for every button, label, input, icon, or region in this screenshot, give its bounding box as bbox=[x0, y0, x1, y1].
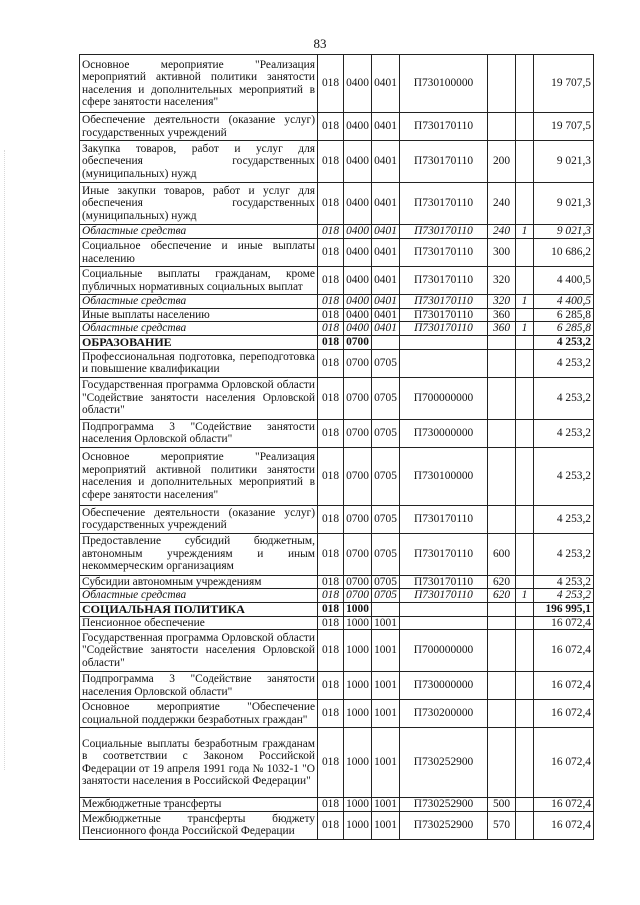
row-name-cell: Пенсионное обеспечение bbox=[80, 616, 318, 630]
amount-cell: 4 253,2 bbox=[534, 575, 594, 589]
subsection-code-cell bbox=[372, 602, 400, 616]
target-article-cell: П730100000 bbox=[400, 55, 488, 113]
subsection-code-cell: 0705 bbox=[372, 505, 400, 533]
expense-type-cell bbox=[488, 505, 516, 533]
target-article-cell: П730170110 bbox=[400, 267, 488, 295]
row-name-cell: Профессиональная подготовка, переподготовка и повышение квалификации bbox=[80, 349, 318, 377]
section-code-cell: 0700 bbox=[344, 533, 372, 575]
table-row bbox=[80, 335, 594, 349]
ved-code-cell: 018 bbox=[318, 700, 344, 728]
amount-cell: 4 253,2 bbox=[534, 335, 594, 349]
row-name-cell: Государственная программа Орловской области "Содействие занятости населения Орловской области" bbox=[80, 630, 318, 672]
ved-code-cell: 018 bbox=[318, 575, 344, 589]
row-name-cell: Обеспечение деятельности (оказание услуг) государственных учреждений bbox=[80, 113, 318, 141]
target-article-cell bbox=[400, 335, 488, 349]
amount-cell: 16 072,4 bbox=[534, 811, 594, 839]
row-name-cell: Основное мероприятие "Обеспечение социальной поддержки безработных граждан" bbox=[80, 700, 318, 728]
table-row bbox=[80, 267, 594, 295]
section-code-cell: 1000 bbox=[344, 602, 372, 616]
subsection-code-cell: 0401 bbox=[372, 141, 400, 183]
ved-code-cell: 018 bbox=[318, 183, 344, 225]
funding-source-cell bbox=[516, 630, 534, 672]
funding-source-cell bbox=[516, 141, 534, 183]
expense-type-cell: 320 bbox=[488, 267, 516, 295]
target-article-cell bbox=[400, 349, 488, 377]
subsection-code-cell: 0401 bbox=[372, 308, 400, 322]
funding-source-cell bbox=[516, 183, 534, 225]
amount-cell: 6 285,8 bbox=[534, 322, 594, 336]
table-row bbox=[80, 672, 594, 700]
table-row bbox=[80, 533, 594, 575]
funding-source-cell bbox=[516, 377, 534, 419]
section-code-cell: 1000 bbox=[344, 811, 372, 839]
expense-type-cell bbox=[488, 728, 516, 798]
target-article-cell: П730000000 bbox=[400, 419, 488, 447]
subsection-code-cell: 1001 bbox=[372, 811, 400, 839]
amount-cell: 10 686,2 bbox=[534, 239, 594, 267]
section-code-cell: 1000 bbox=[344, 798, 372, 812]
ved-code-cell: 018 bbox=[318, 308, 344, 322]
expense-type-cell: 620 bbox=[488, 589, 516, 603]
amount-cell: 19 707,5 bbox=[534, 55, 594, 113]
subsection-code-cell: 0401 bbox=[372, 295, 400, 309]
subsection-code-cell: 0705 bbox=[372, 589, 400, 603]
ved-code-cell: 018 bbox=[318, 419, 344, 447]
table-row bbox=[80, 141, 594, 183]
expense-type-cell: 240 bbox=[488, 225, 516, 239]
funding-source-cell bbox=[516, 728, 534, 798]
expense-type-cell bbox=[488, 447, 516, 505]
ved-code-cell: 018 bbox=[318, 225, 344, 239]
ved-code-cell: 018 bbox=[318, 630, 344, 672]
subsection-code-cell: 1001 bbox=[372, 700, 400, 728]
subsection-code-cell: 0401 bbox=[372, 322, 400, 336]
row-name-cell: Областные средства bbox=[80, 322, 318, 336]
expense-type-cell bbox=[488, 419, 516, 447]
section-code-cell: 0400 bbox=[344, 141, 372, 183]
target-article-cell: П730170110 bbox=[400, 239, 488, 267]
row-name-cell: Социальные выплаты гражданам, кроме публичных нормативных социальных выплат bbox=[80, 267, 318, 295]
subsection-code-cell: 0705 bbox=[372, 533, 400, 575]
section-code-cell: 0700 bbox=[344, 575, 372, 589]
funding-source-cell: 1 bbox=[516, 295, 534, 309]
row-name-cell: Закупка товаров, работ и услуг для обеспечения государственных (муниципальных) нужд bbox=[80, 141, 318, 183]
ved-code-cell: 018 bbox=[318, 295, 344, 309]
funding-source-cell bbox=[516, 616, 534, 630]
section-code-cell: 1000 bbox=[344, 630, 372, 672]
table-row bbox=[80, 575, 594, 589]
expense-type-cell: 240 bbox=[488, 183, 516, 225]
ved-code-cell: 018 bbox=[318, 589, 344, 603]
row-name-cell: ОБРАЗОВАНИЕ bbox=[80, 335, 318, 349]
ved-code-cell: 018 bbox=[318, 447, 344, 505]
ved-code-cell: 018 bbox=[318, 533, 344, 575]
section-code-cell: 0700 bbox=[344, 335, 372, 349]
subsection-code-cell: 1001 bbox=[372, 672, 400, 700]
budget-table bbox=[79, 54, 594, 840]
row-name-cell: Государственная программа Орловской области "Содействие занятости населения Орловской области" bbox=[80, 377, 318, 419]
amount-cell: 4 253,2 bbox=[534, 419, 594, 447]
funding-source-cell bbox=[516, 533, 534, 575]
row-name-cell: Социальные выплаты безработным гражданам в соответствии с Законом Российской Федерации от 19 апреля 1991 года № 1032-1 "О занятости населения в Российской Федерации" bbox=[80, 728, 318, 798]
section-code-cell: 1000 bbox=[344, 672, 372, 700]
amount-cell: 16 072,4 bbox=[534, 672, 594, 700]
funding-source-cell bbox=[516, 349, 534, 377]
subsection-code-cell: 1001 bbox=[372, 728, 400, 798]
section-code-cell: 0700 bbox=[344, 505, 372, 533]
expense-type-cell bbox=[488, 630, 516, 672]
section-code-cell: 0400 bbox=[344, 239, 372, 267]
funding-source-cell bbox=[516, 335, 534, 349]
subsection-code-cell: 1001 bbox=[372, 630, 400, 672]
page-number: 83 bbox=[313, 36, 327, 51]
section-code-cell: 1000 bbox=[344, 700, 372, 728]
expense-type-cell: 500 bbox=[488, 798, 516, 812]
binding-edge-marks bbox=[4, 150, 6, 770]
amount-cell: 4 253,2 bbox=[534, 505, 594, 533]
expense-type-cell bbox=[488, 335, 516, 349]
row-name-cell: Подпрограмма 3 "Содействие занятости населения Орловской области" bbox=[80, 672, 318, 700]
ved-code-cell: 018 bbox=[318, 798, 344, 812]
target-article-cell bbox=[400, 602, 488, 616]
section-code-cell: 0400 bbox=[344, 295, 372, 309]
row-name-cell: Обеспечение деятельности (оказание услуг) государственных учреждений bbox=[80, 505, 318, 533]
target-article-cell: П730170110 bbox=[400, 141, 488, 183]
table-row bbox=[80, 349, 594, 377]
ved-code-cell: 018 bbox=[318, 377, 344, 419]
table-row bbox=[80, 589, 594, 603]
section-code-cell: 0400 bbox=[344, 225, 372, 239]
table-row bbox=[80, 811, 594, 839]
section-code-cell: 0400 bbox=[344, 267, 372, 295]
ved-code-cell: 018 bbox=[318, 55, 344, 113]
target-article-cell: П730170110 bbox=[400, 589, 488, 603]
table-row bbox=[80, 377, 594, 419]
section-code-cell: 0700 bbox=[344, 447, 372, 505]
section-code-cell: 0400 bbox=[344, 308, 372, 322]
section-code-cell: 1000 bbox=[344, 728, 372, 798]
funding-source-cell: 1 bbox=[516, 589, 534, 603]
section-code-cell: 0700 bbox=[344, 419, 372, 447]
ved-code-cell: 018 bbox=[318, 811, 344, 839]
target-article-cell: П730252900 bbox=[400, 811, 488, 839]
amount-cell: 16 072,4 bbox=[534, 616, 594, 630]
expense-type-cell bbox=[488, 672, 516, 700]
ved-code-cell: 018 bbox=[318, 322, 344, 336]
expense-type-cell bbox=[488, 700, 516, 728]
subsection-code-cell bbox=[372, 335, 400, 349]
target-article-cell: П730252900 bbox=[400, 798, 488, 812]
amount-cell: 4 253,2 bbox=[534, 377, 594, 419]
funding-source-cell bbox=[516, 700, 534, 728]
expense-type-cell bbox=[488, 113, 516, 141]
target-article-cell: П700000000 bbox=[400, 377, 488, 419]
amount-cell: 4 253,2 bbox=[534, 349, 594, 377]
ved-code-cell: 018 bbox=[318, 239, 344, 267]
table-row bbox=[80, 295, 594, 309]
table-row bbox=[80, 419, 594, 447]
funding-source-cell bbox=[516, 602, 534, 616]
target-article-cell bbox=[400, 616, 488, 630]
expense-type-cell bbox=[488, 602, 516, 616]
funding-source-cell: 1 bbox=[516, 322, 534, 336]
table-row bbox=[80, 700, 594, 728]
table-row bbox=[80, 322, 594, 336]
table-row bbox=[80, 308, 594, 322]
row-name-cell: Социальное обеспечение и иные выплаты населению bbox=[80, 239, 318, 267]
section-code-cell: 0400 bbox=[344, 113, 372, 141]
amount-cell: 4 253,2 bbox=[534, 447, 594, 505]
funding-source-cell bbox=[516, 575, 534, 589]
amount-cell: 9 021,3 bbox=[534, 141, 594, 183]
ved-code-cell: 018 bbox=[318, 672, 344, 700]
ved-code-cell: 018 bbox=[318, 349, 344, 377]
funding-source-cell bbox=[516, 447, 534, 505]
funding-source-cell bbox=[516, 308, 534, 322]
amount-cell: 16 072,4 bbox=[534, 728, 594, 798]
amount-cell: 6 285,8 bbox=[534, 308, 594, 322]
section-code-cell: 1000 bbox=[344, 616, 372, 630]
row-name-cell: Межбюджетные трансферты бюджету Пенсионного фонда Российской Федерации bbox=[80, 811, 318, 839]
table-row bbox=[80, 183, 594, 225]
row-name-cell: Субсидии автономным учреждениям bbox=[80, 575, 318, 589]
expense-type-cell bbox=[488, 55, 516, 113]
expense-type-cell: 620 bbox=[488, 575, 516, 589]
section-code-cell: 0400 bbox=[344, 322, 372, 336]
subsection-code-cell: 0401 bbox=[372, 225, 400, 239]
subsection-code-cell: 1001 bbox=[372, 798, 400, 812]
subsection-code-cell: 0401 bbox=[372, 239, 400, 267]
subsection-code-cell: 0401 bbox=[372, 113, 400, 141]
target-article-cell: П730170110 bbox=[400, 322, 488, 336]
target-article-cell: П730170110 bbox=[400, 295, 488, 309]
row-name-cell: Предоставление субсидий бюджетным, автономным учреждениям и иным некоммерческим организациям bbox=[80, 533, 318, 575]
amount-cell: 9 021,3 bbox=[534, 225, 594, 239]
target-article-cell: П730170110 bbox=[400, 113, 488, 141]
funding-source-cell bbox=[516, 239, 534, 267]
table-row bbox=[80, 602, 594, 616]
subsection-code-cell: 0705 bbox=[372, 447, 400, 505]
row-name-cell: Основное мероприятие "Реализация мероприятий активной политики занятости населения и дополнительных мероприятий в сфере занятости населения" bbox=[80, 55, 318, 113]
table-row bbox=[80, 798, 594, 812]
expense-type-cell: 300 bbox=[488, 239, 516, 267]
row-name-cell: Межбюджетные трансферты bbox=[80, 798, 318, 812]
funding-source-cell bbox=[516, 672, 534, 700]
target-article-cell: П730252900 bbox=[400, 728, 488, 798]
ved-code-cell: 018 bbox=[318, 267, 344, 295]
target-article-cell: П730100000 bbox=[400, 447, 488, 505]
amount-cell: 4 253,2 bbox=[534, 533, 594, 575]
funding-source-cell bbox=[516, 267, 534, 295]
expense-type-cell: 200 bbox=[488, 141, 516, 183]
ved-code-cell: 018 bbox=[318, 141, 344, 183]
expense-type-cell: 570 bbox=[488, 811, 516, 839]
expense-type-cell bbox=[488, 616, 516, 630]
target-article-cell: П730170110 bbox=[400, 575, 488, 589]
table-row bbox=[80, 505, 594, 533]
ved-code-cell: 018 bbox=[318, 728, 344, 798]
funding-source-cell bbox=[516, 419, 534, 447]
subsection-code-cell: 0401 bbox=[372, 55, 400, 113]
amount-cell: 4 400,5 bbox=[534, 295, 594, 309]
row-name-cell: Областные средства bbox=[80, 589, 318, 603]
amount-cell: 16 072,4 bbox=[534, 798, 594, 812]
funding-source-cell bbox=[516, 55, 534, 113]
table-row bbox=[80, 447, 594, 505]
row-name-cell: Областные средства bbox=[80, 295, 318, 309]
table-row bbox=[80, 239, 594, 267]
funding-source-cell: 1 bbox=[516, 225, 534, 239]
expense-type-cell: 600 bbox=[488, 533, 516, 575]
table-row bbox=[80, 55, 594, 113]
subsection-code-cell: 0401 bbox=[372, 267, 400, 295]
ved-code-cell: 018 bbox=[318, 113, 344, 141]
section-code-cell: 0700 bbox=[344, 349, 372, 377]
target-article-cell: П730000000 bbox=[400, 672, 488, 700]
target-article-cell: П730170110 bbox=[400, 308, 488, 322]
ved-code-cell: 018 bbox=[318, 616, 344, 630]
section-code-cell: 0400 bbox=[344, 183, 372, 225]
expense-type-cell: 360 bbox=[488, 322, 516, 336]
funding-source-cell bbox=[516, 113, 534, 141]
amount-cell: 4 253,2 bbox=[534, 589, 594, 603]
row-name-cell: Подпрограмма 3 "Содействие занятости населения Орловской области" bbox=[80, 419, 318, 447]
section-code-cell: 0700 bbox=[344, 589, 372, 603]
section-code-cell: 0400 bbox=[344, 55, 372, 113]
subsection-code-cell: 0705 bbox=[372, 377, 400, 419]
row-name-cell: Основное мероприятие "Реализация мероприятий активной политики занятости населения и дополнительных мероприятий в сфере занятости населения" bbox=[80, 447, 318, 505]
amount-cell: 9 021,3 bbox=[534, 183, 594, 225]
amount-cell: 19 707,5 bbox=[534, 113, 594, 141]
ved-code-cell: 018 bbox=[318, 505, 344, 533]
row-name-cell: Иные закупки товаров, работ и услуг для обеспечения государственных (муниципальных) нужд bbox=[80, 183, 318, 225]
funding-source-cell bbox=[516, 798, 534, 812]
subsection-code-cell: 0401 bbox=[372, 183, 400, 225]
target-article-cell: П730170110 bbox=[400, 225, 488, 239]
section-code-cell: 0700 bbox=[344, 377, 372, 419]
funding-source-cell bbox=[516, 505, 534, 533]
table-row bbox=[80, 728, 594, 798]
funding-source-cell bbox=[516, 811, 534, 839]
subsection-code-cell: 0705 bbox=[372, 419, 400, 447]
target-article-cell: П730170110 bbox=[400, 505, 488, 533]
amount-cell: 4 400,5 bbox=[534, 267, 594, 295]
amount-cell: 16 072,4 bbox=[534, 630, 594, 672]
subsection-code-cell: 0705 bbox=[372, 349, 400, 377]
target-article-cell: П730170110 bbox=[400, 533, 488, 575]
expense-type-cell: 360 bbox=[488, 308, 516, 322]
row-name-cell: Областные средства bbox=[80, 225, 318, 239]
row-name-cell: СОЦИАЛЬНАЯ ПОЛИТИКА bbox=[80, 602, 318, 616]
table-row bbox=[80, 630, 594, 672]
row-name-cell: Иные выплаты населению bbox=[80, 308, 318, 322]
table-row bbox=[80, 616, 594, 630]
amount-cell: 196 995,1 bbox=[534, 602, 594, 616]
expense-type-cell bbox=[488, 349, 516, 377]
target-article-cell: П730170110 bbox=[400, 183, 488, 225]
table-row bbox=[80, 225, 594, 239]
subsection-code-cell: 1001 bbox=[372, 616, 400, 630]
subsection-code-cell: 0705 bbox=[372, 575, 400, 589]
ved-code-cell: 018 bbox=[318, 335, 344, 349]
ved-code-cell: 018 bbox=[318, 602, 344, 616]
target-article-cell: П730200000 bbox=[400, 700, 488, 728]
target-article-cell: П700000000 bbox=[400, 630, 488, 672]
expense-type-cell: 320 bbox=[488, 295, 516, 309]
amount-cell: 16 072,4 bbox=[534, 700, 594, 728]
table-row bbox=[80, 113, 594, 141]
expense-type-cell bbox=[488, 377, 516, 419]
